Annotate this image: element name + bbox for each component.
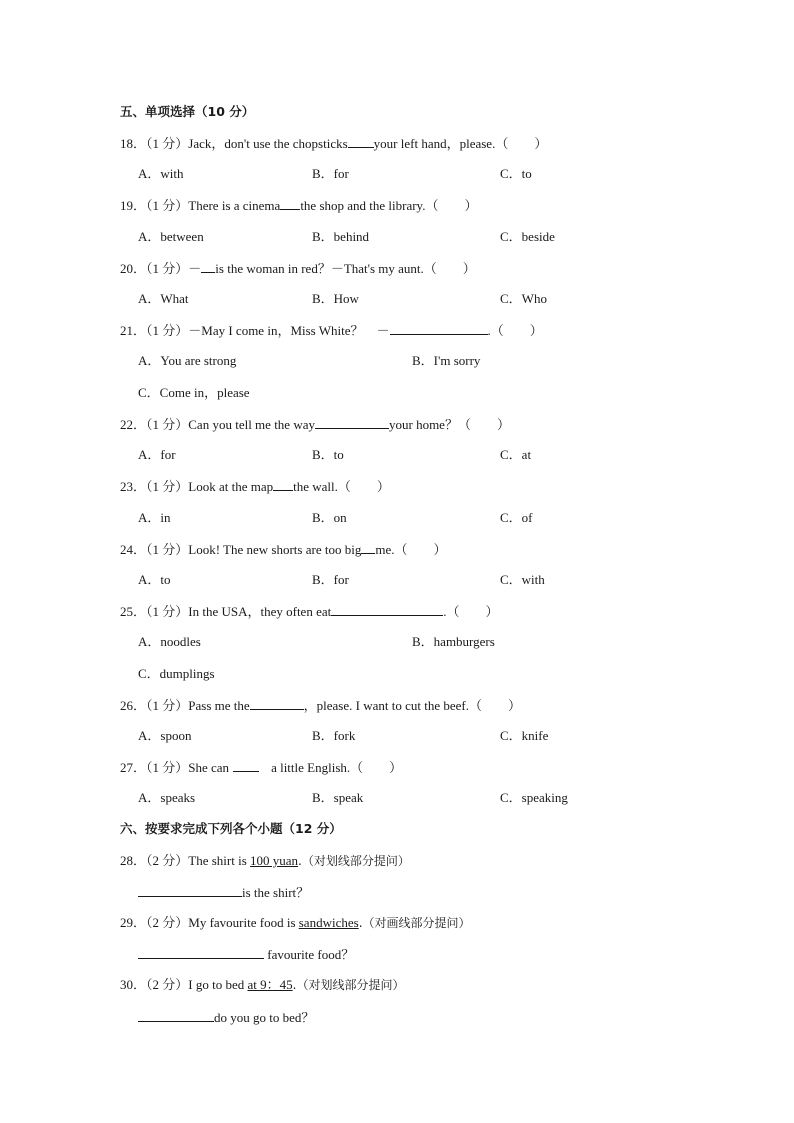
question-number: 29．（2 分） (120, 915, 189, 930)
option-c[interactable]: C．beside (500, 229, 555, 244)
answer-blank[interactable] (138, 946, 264, 959)
answer-blank[interactable] (348, 135, 374, 148)
option-b[interactable]: B．for (312, 166, 349, 181)
question-18 (120, 135, 547, 152)
question-text: me.（ (375, 542, 408, 557)
option-b[interactable]: B．to (312, 447, 344, 462)
question-text: My favourite food is (188, 915, 299, 930)
question-24 (120, 541, 446, 558)
underlined-phrase: sandwiches (298, 915, 359, 930)
paren-close: ） (376, 479, 390, 494)
question-text: In the USA，they often eat (188, 604, 332, 619)
question-20 (120, 260, 476, 277)
question-25 (120, 603, 499, 620)
question-instruction: .（对划线部分提问） (298, 854, 410, 868)
question-text: ，please. I want to cut the beef.（ (303, 698, 482, 713)
option-b[interactable]: B．How (312, 291, 359, 306)
option-b[interactable]: B．I'm sorry (412, 353, 481, 368)
answer-tail: is the shirt？ (242, 885, 310, 900)
question-text: Look! The new shorts are too big (188, 542, 362, 557)
option-a[interactable]: A．for (138, 447, 176, 462)
question-text: －May I come in，Miss White？ － (188, 323, 390, 338)
answer-tail: do you go to bed？ (214, 1010, 315, 1025)
question-text: She can (188, 760, 230, 775)
question-23 (120, 478, 390, 495)
question-text: the wall.（ (293, 479, 351, 494)
answer-blank[interactable] (331, 603, 443, 616)
paren-close: ） (464, 198, 478, 213)
question-number: 28．（2 分） (120, 853, 189, 868)
question-text: Pass me the (188, 698, 250, 713)
option-c[interactable]: C．at (500, 447, 532, 462)
option-a[interactable]: A．speaks (138, 790, 196, 805)
question-29 (120, 915, 471, 931)
question-number: 21．（1 分） (120, 323, 189, 338)
question-number: 20．（1 分） (120, 261, 189, 276)
paren-close: ） (534, 136, 548, 151)
question-22 (120, 416, 510, 433)
answer-blank[interactable] (138, 884, 242, 897)
option-c[interactable]: C．with (500, 572, 545, 587)
answer-blank[interactable] (390, 322, 488, 335)
option-a[interactable]: A．What (138, 291, 189, 306)
question-text: Look at the map (188, 479, 274, 494)
option-c[interactable]: C．knife (500, 728, 549, 743)
answer-blank[interactable] (315, 416, 389, 429)
paren-close: ） (389, 760, 403, 775)
question-number: 27．（1 分） (120, 760, 189, 775)
question-text: your home？（ (388, 417, 471, 432)
question-number: 25．（1 分） (120, 604, 189, 619)
section-heading-single-choice: 五、单项选择（10 分） (120, 104, 255, 119)
paren-close: ） (433, 542, 447, 557)
question-text: .（ (443, 604, 460, 619)
paren-close: ） (496, 417, 510, 432)
option-a[interactable]: A．between (138, 229, 204, 244)
underlined-phrase: at 9：45 (247, 977, 293, 992)
option-c[interactable]: C．Come in，please (138, 385, 250, 400)
question-text: a little English.（ (271, 760, 364, 775)
option-c[interactable]: C．speaking (500, 790, 568, 805)
question-26 (120, 697, 521, 714)
option-c[interactable]: C．of (500, 510, 533, 525)
question-instruction: .（对画线部分提问） (358, 916, 471, 930)
option-b[interactable]: B．fork (312, 728, 356, 743)
question-number: 18．（1 分） (120, 136, 189, 151)
option-a[interactable]: A．spoon (138, 728, 192, 743)
answer-line-29 (138, 946, 354, 963)
question-19 (120, 197, 477, 214)
option-a[interactable]: A．in (138, 510, 171, 525)
option-c[interactable]: C．to (500, 166, 532, 181)
option-a[interactable]: A．with (138, 166, 184, 181)
question-27 (120, 759, 402, 776)
section-heading-transform: 六、按要求完成下列各个小题（12 分） (120, 821, 342, 836)
question-30 (120, 977, 404, 993)
underlined-phrase: 100 yuan (250, 853, 299, 868)
answer-blank[interactable] (138, 1009, 214, 1022)
option-a[interactable]: A．You are strong (138, 353, 237, 368)
question-number: 22．（1 分） (120, 417, 189, 432)
option-b[interactable]: B．for (312, 572, 349, 587)
question-instruction: .（对划线部分提问） (292, 978, 405, 992)
question-text: is the woman in red？－That's my aunt.（ (215, 261, 437, 276)
question-text: the shop and the library.（ (300, 198, 439, 213)
option-c[interactable]: C．dumplings (138, 666, 215, 681)
option-a[interactable]: A．to (138, 572, 171, 587)
question-text: Jack，don't use the chopsticks (188, 136, 348, 151)
question-text: your left hand，please.（ (373, 136, 509, 151)
question-number: 24．（1 分） (120, 542, 189, 557)
question-21 (120, 322, 543, 339)
answer-blank[interactable] (233, 759, 259, 772)
option-b[interactable]: B．hamburgers (412, 634, 495, 649)
answer-tail: favourite food？ (264, 947, 355, 962)
answer-blank[interactable] (273, 478, 293, 491)
question-text: Can you tell me the way (188, 417, 315, 432)
option-b[interactable]: B．on (312, 510, 347, 525)
question-number: 23．（1 分） (120, 479, 189, 494)
paren-close: ） (529, 323, 543, 338)
option-a[interactable]: A．noodles (138, 634, 201, 649)
answer-blank[interactable] (280, 197, 300, 210)
answer-blank[interactable] (250, 697, 304, 710)
paren-close: ） (507, 698, 521, 713)
question-number: 19．（1 分） (120, 198, 189, 213)
option-b[interactable]: B．speak (312, 790, 364, 805)
question-text: － (188, 261, 202, 276)
question-text: There is a cinema (188, 198, 281, 213)
question-28 (120, 853, 410, 869)
paren-close: ） (462, 261, 476, 276)
question-text: I go to bed (188, 977, 248, 992)
paren-close: ） (485, 604, 499, 619)
answer-blank[interactable] (361, 541, 375, 554)
answer-blank[interactable] (201, 260, 215, 273)
answer-line-30 (138, 1009, 314, 1026)
question-text: .（ (487, 323, 504, 338)
question-number: 30．（2 分） (120, 977, 189, 992)
option-b[interactable]: B．behind (312, 229, 370, 244)
answer-line-28 (138, 884, 309, 901)
question-text: The shirt is (188, 853, 251, 868)
question-number: 26．（1 分） (120, 698, 189, 713)
option-c[interactable]: C．Who (500, 291, 547, 306)
